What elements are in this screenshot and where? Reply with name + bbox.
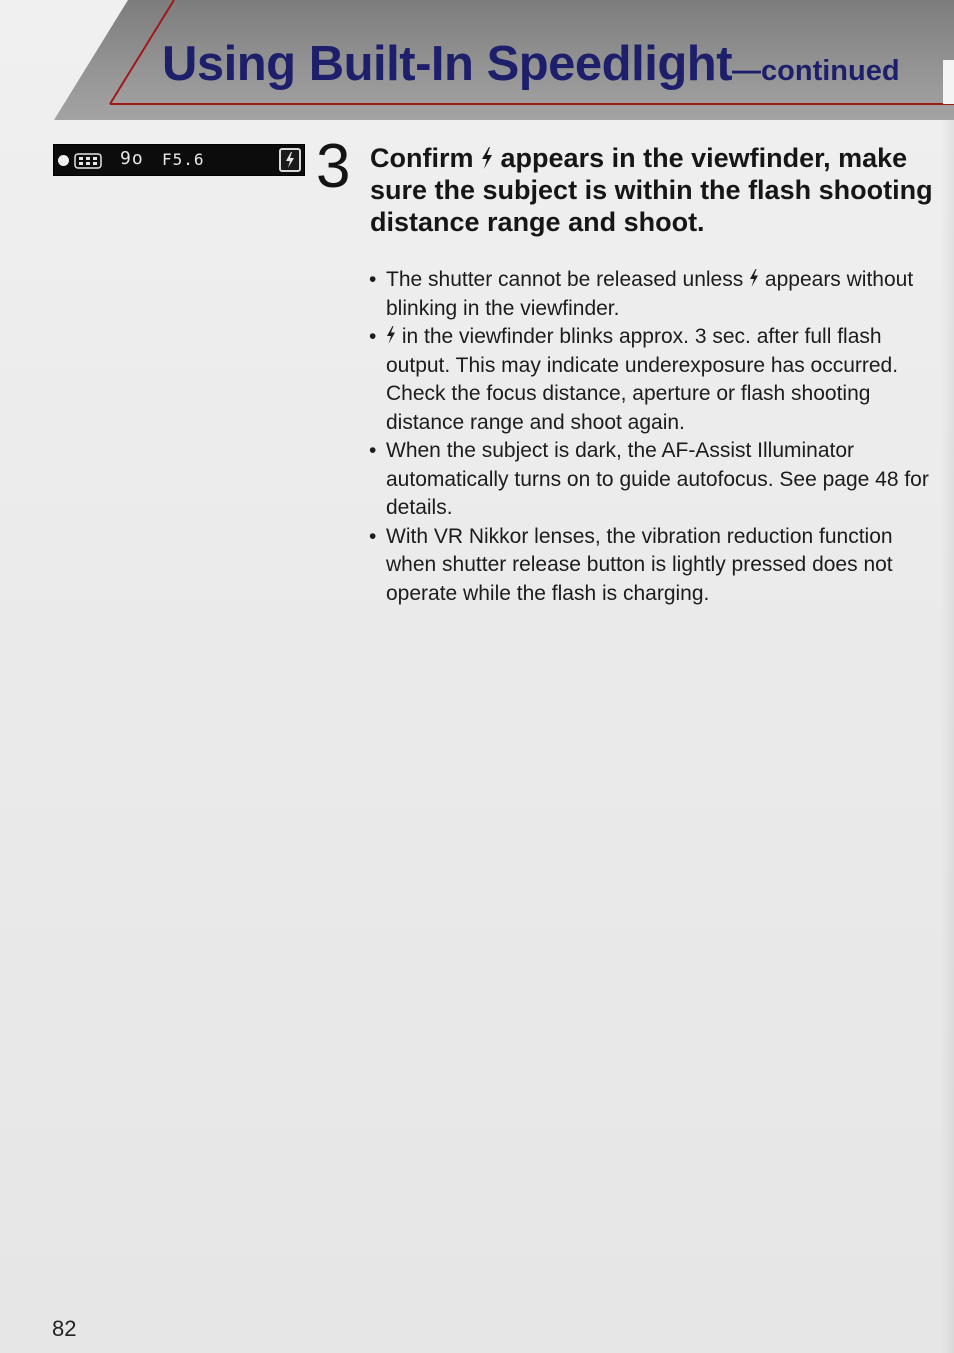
- list-item: [369, 437, 929, 523]
- page-edge-shadow: [940, 0, 954, 1353]
- shutter-speed-readout: 9o: [120, 148, 144, 169]
- bullet-marker: •: [369, 439, 377, 462]
- step-heading-part1: Confirm: [370, 143, 474, 173]
- af-area-grid-icon: [74, 153, 102, 169]
- step-number: 3: [316, 132, 351, 201]
- page-title-main: Using Built-In Speedlight: [162, 37, 733, 91]
- page-title-suffix: —continued: [732, 55, 900, 87]
- step-heading: [370, 142, 940, 238]
- bullet-marker: •: [369, 268, 377, 291]
- list-item: [369, 523, 929, 609]
- aperture-readout: F5.6: [162, 150, 205, 169]
- bullet-text: The shutter cannot be released unless: [386, 268, 744, 291]
- page-title: [162, 37, 900, 91]
- flash-ready-icon: [749, 269, 759, 287]
- notes-list: [369, 266, 929, 608]
- list-item: [369, 266, 929, 323]
- step-heading-part2: appears in the viewfinder, make sure the subject is within the flash shooting distance range and shoot.: [370, 143, 933, 237]
- bullet-text: appears without blinking in the viewfinder.: [386, 268, 914, 320]
- focus-dot-icon: [58, 155, 69, 166]
- flash-ready-icon: [279, 148, 301, 172]
- list-item: [369, 323, 929, 437]
- viewfinder-display: [53, 144, 305, 176]
- bullet-text: With VR Nikkor lenses, the vibration reduction function when shutter release button is lightly pressed does not operate while the flash is charging.: [386, 524, 893, 605]
- flash-ready-icon: [386, 326, 396, 344]
- bullet-text: When the subject is dark, the AF-Assist Illuminator automatically turns on to guide autofocus. See page 48 for details.: [386, 439, 929, 519]
- bullet-text: in the viewfinder blinks approx. 3 sec. after full flash output. This may indicate underexposure has occurred. Check the focus distance, aperture or flash shooting distance range and shoot again.: [386, 325, 899, 434]
- page-number: 82: [52, 1316, 77, 1341]
- bullet-marker: •: [369, 524, 377, 548]
- flash-ready-icon: [481, 147, 493, 169]
- bullet-marker: •: [369, 325, 377, 348]
